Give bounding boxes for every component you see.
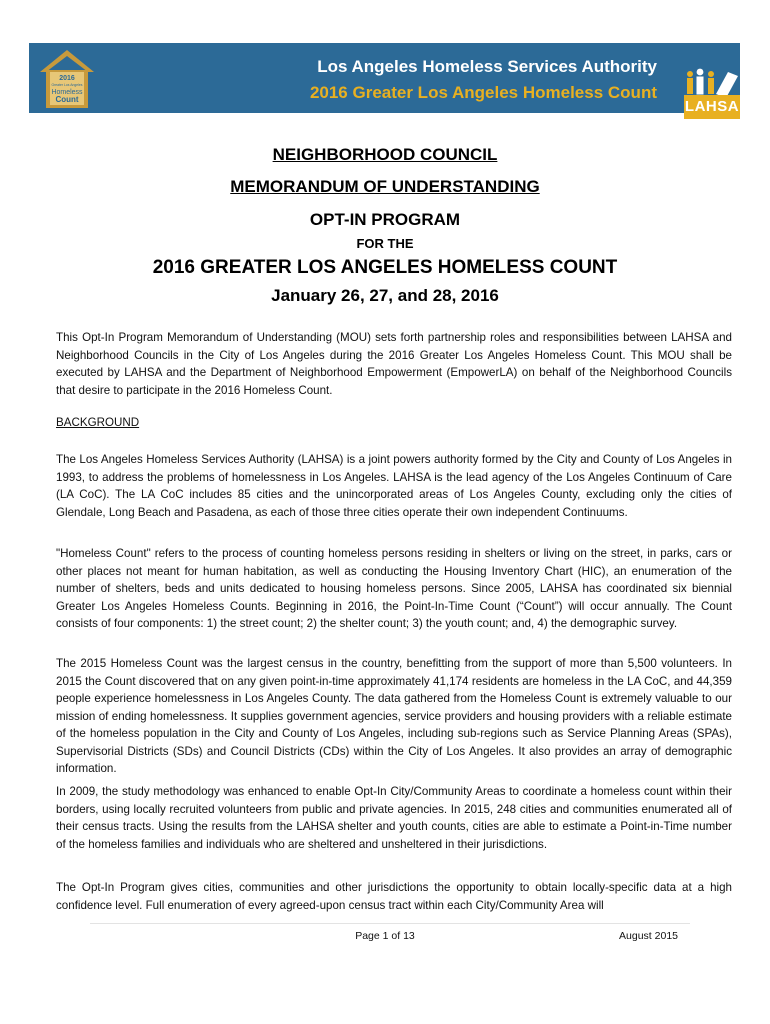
footer-date: August 2015	[619, 930, 678, 942]
background-paragraph-3: The 2015 Homeless Count was the largest census in the country, benefitting from the support of more than 5,500 volunteers. In 2015 the Count discovered that on any given point-in-time approximately 41,174 residents are homeless in the LA CoC, and 44,359 people experience homelessness in Los Angeles County. The data gathered from the Homeless Count is extremely valuable to our mission of ending homelessness. It supplies government agencies, service providers and housing providers with a reliable estimate of the homeless population in the City and County of Los Angeles, including sub-regions such as Service Planning Areas (SPAs), Supervisorial Districts (SDs) and Council Districts (CDs) within the City of Los Angeles. It also provides an array of demographic information.	[56, 657, 732, 775]
background-paragraph-1: The Los Angeles Homeless Services Authority (LAHSA) is a joint powers authority formed by the City and County of Los Angeles in 1993, to address the problems of homelessness in Los Angeles. LAHSA is the lead agency of the Los Angeles Continuum of Care (LA CoC). The LA CoC includes 85 cities and the unincorporated areas of Los Angeles County, excluding only the cities of Glendale, Long Beach and Pasadena, as each of those three cities operate their own independent Continuums.	[56, 453, 732, 519]
lahsa-logo-text: LAHSA	[684, 95, 740, 119]
page-number: Page 1 of 13	[355, 930, 415, 942]
background-paragraph-5: The Opt-In Program gives cities, communities and other jurisdictions the opportunity to obtain locally-specific data at a high confidence level. Full enumeration of every agreed-upon census tract within each City/Community Area will	[56, 881, 732, 912]
organization-name: Los Angeles Homeless Services Authority	[317, 57, 657, 76]
intro-paragraph: This Opt-In Program Memorandum of Understanding (MOU) sets forth partnership roles and responsibilities between LAHSA and Neighborhood Councils in the City of Los Angeles during the 2016 Greater Los Angeles Homeless Count. This MOU shall be executed by LAHSA and the Department of Neighborhood Empowerment (EmpowerLA) on behalf of the Neighborhood Councils that desire to participate in the 2016 Homeless Count.	[56, 331, 732, 397]
logo-homeless: Homeless	[51, 89, 83, 96]
title-opt-in: OPT-IN PROGRAM	[309, 210, 461, 229]
title-for-the: FOR THE	[356, 236, 414, 251]
background-paragraph-2: "Homeless Count" refers to the process of counting homeless persons residing in shelters or living on the street, in parks, cars or other places not meant for human habitation, as well as conducting the Housing Inventory Chart (HIC), an enumeration of the number of shelters, beds and units dedicated to housing homeless persons. Since 2005, LAHSA has coordinated six biennial Greater Los Angeles Homeless Counts. Beginning in 2016, the Point-In-Time Count (“Count”) will occur annually. The Count consists of four components: 1) the street count; 2) the shelter count; 3) the youth count; and, 4) the demographic survey.	[56, 547, 732, 630]
logo-year: 2016	[59, 75, 75, 82]
logo-house-roof	[40, 50, 94, 72]
title-homeless-count: 2016 GREATER LOS ANGELES HOMELESS COUNT	[152, 257, 618, 278]
header-banner	[29, 43, 740, 113]
homeless-count-logo	[38, 48, 96, 110]
title-dates: January 26, 27, and 28, 2016	[271, 286, 499, 305]
title-neighborhood-council: NEIGHBORHOOD COUNCIL	[272, 145, 498, 164]
background-heading: BACKGROUND	[56, 416, 140, 429]
title-mou: MEMORANDUM OF UNDERSTANDING	[230, 177, 540, 196]
event-name: 2016 Greater Los Angeles Homeless Count	[309, 83, 657, 102]
logo-count: Count	[55, 95, 79, 104]
footer-divider	[90, 923, 690, 924]
background-paragraph-4: In 2009, the study methodology was enhanced to enable Opt-In City/Community Areas to coordinate a homeless count within their borders, using locally recruited volunteers from public and private agencies. In 2015, 248 cities and communities enumerated all of their census tracts. Using the results from the LAHSA shelter and youth counts, cities are able to estimate a Point-in-Time number of the homeless families and individuals who are sheltered and unsheltered in their jurisdictions.	[56, 785, 732, 851]
logo-subtitle: Greater Los Angeles	[51, 83, 83, 87]
